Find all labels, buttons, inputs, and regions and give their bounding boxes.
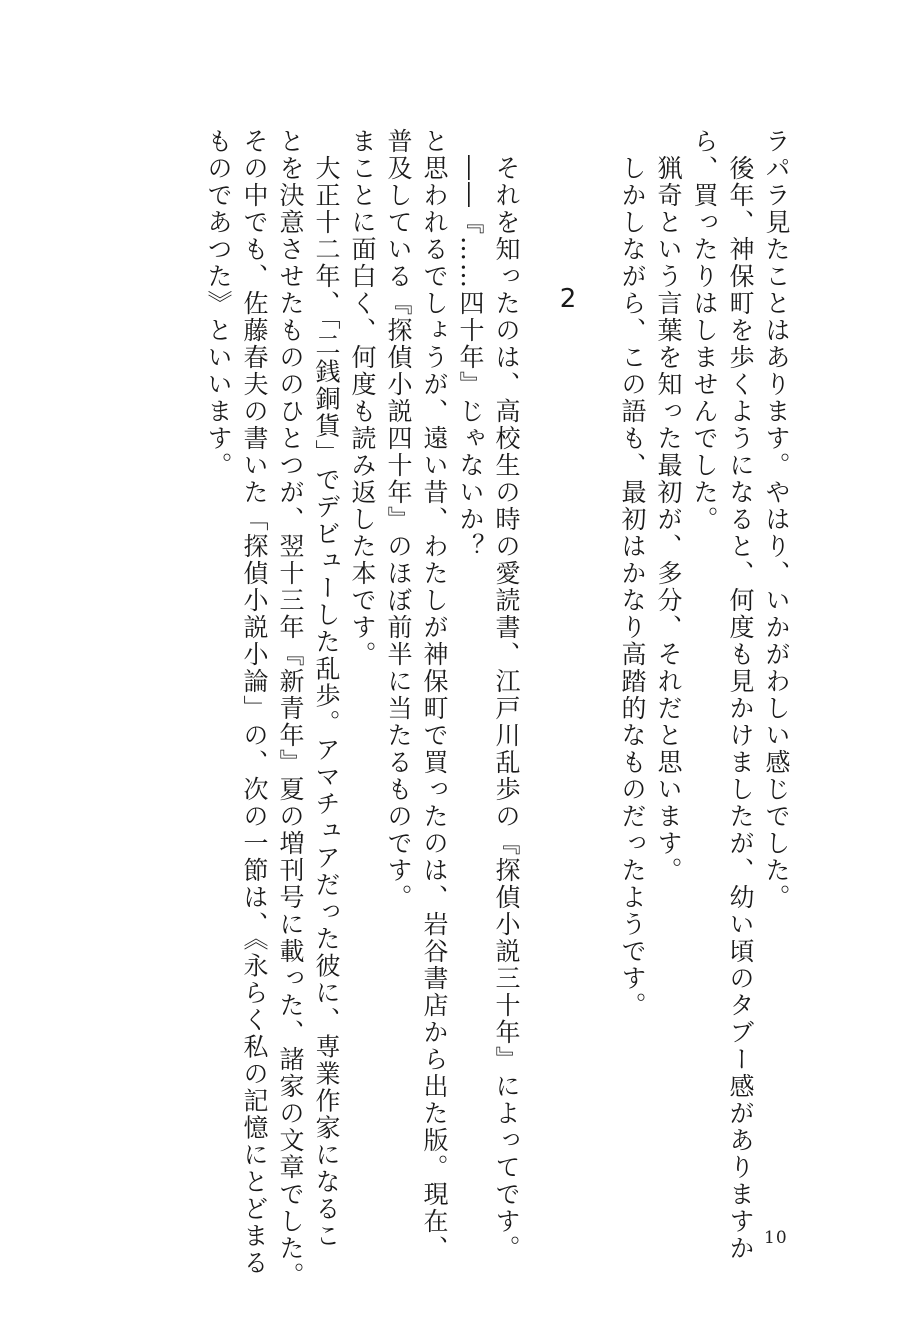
section-heading: 2 (553, 284, 583, 314)
text-line: と思われるでしょうが、遠い昔、わたしが神保町で買ったのは、岩谷書店から出た版。現在、 (420, 128, 449, 1262)
text-line: その中でも、佐藤春夫の書いた「探偵小説小論」の、次の一節は、《永らく私の記憶にとどまる (240, 128, 269, 1277)
text-line: それを知ったのは、高校生の時の愛読書、江戸川乱歩の『探偵小説三十年』によってです。 (492, 128, 521, 1262)
text-line: まことに面白く、何度も読み返した本です。 (348, 128, 377, 668)
text-line: ラパラ見たことはあります。やはり、いかがわしい感じでした。 (762, 128, 791, 911)
page-number: 10 (764, 1228, 788, 1248)
text-line: 大正十二年、「二銭銅貨」でデビューした乱歩。アマチュアだった彼に、専業作家になるこ (312, 128, 341, 1250)
text-line: 後年、神保町を歩くようになると、何度も見かけましたが、幼い頃のタブー感がありますか (726, 128, 755, 1262)
text-line: ――『……四十年』じゃないか？ (456, 128, 485, 560)
text-line: とを決意させたもののひとつが、翌十三年『新青年』夏の増刊号に載った、諸家の文章でした。 (276, 128, 305, 1289)
text-line: ら、買ったりはしませんでした。 (690, 128, 719, 533)
text-line: しかしながら、この語も、最初はかなり高踏的なものだったようです。 (618, 128, 647, 1019)
text-line: ものであつた》といいます。 (204, 128, 233, 479)
text-line: 猟奇という言葉を知った最初が、多分、それだと思います。 (654, 128, 683, 884)
text-line: 普及している『探偵小説四十年』のほぼ前半に当たるものです。 (384, 128, 413, 911)
